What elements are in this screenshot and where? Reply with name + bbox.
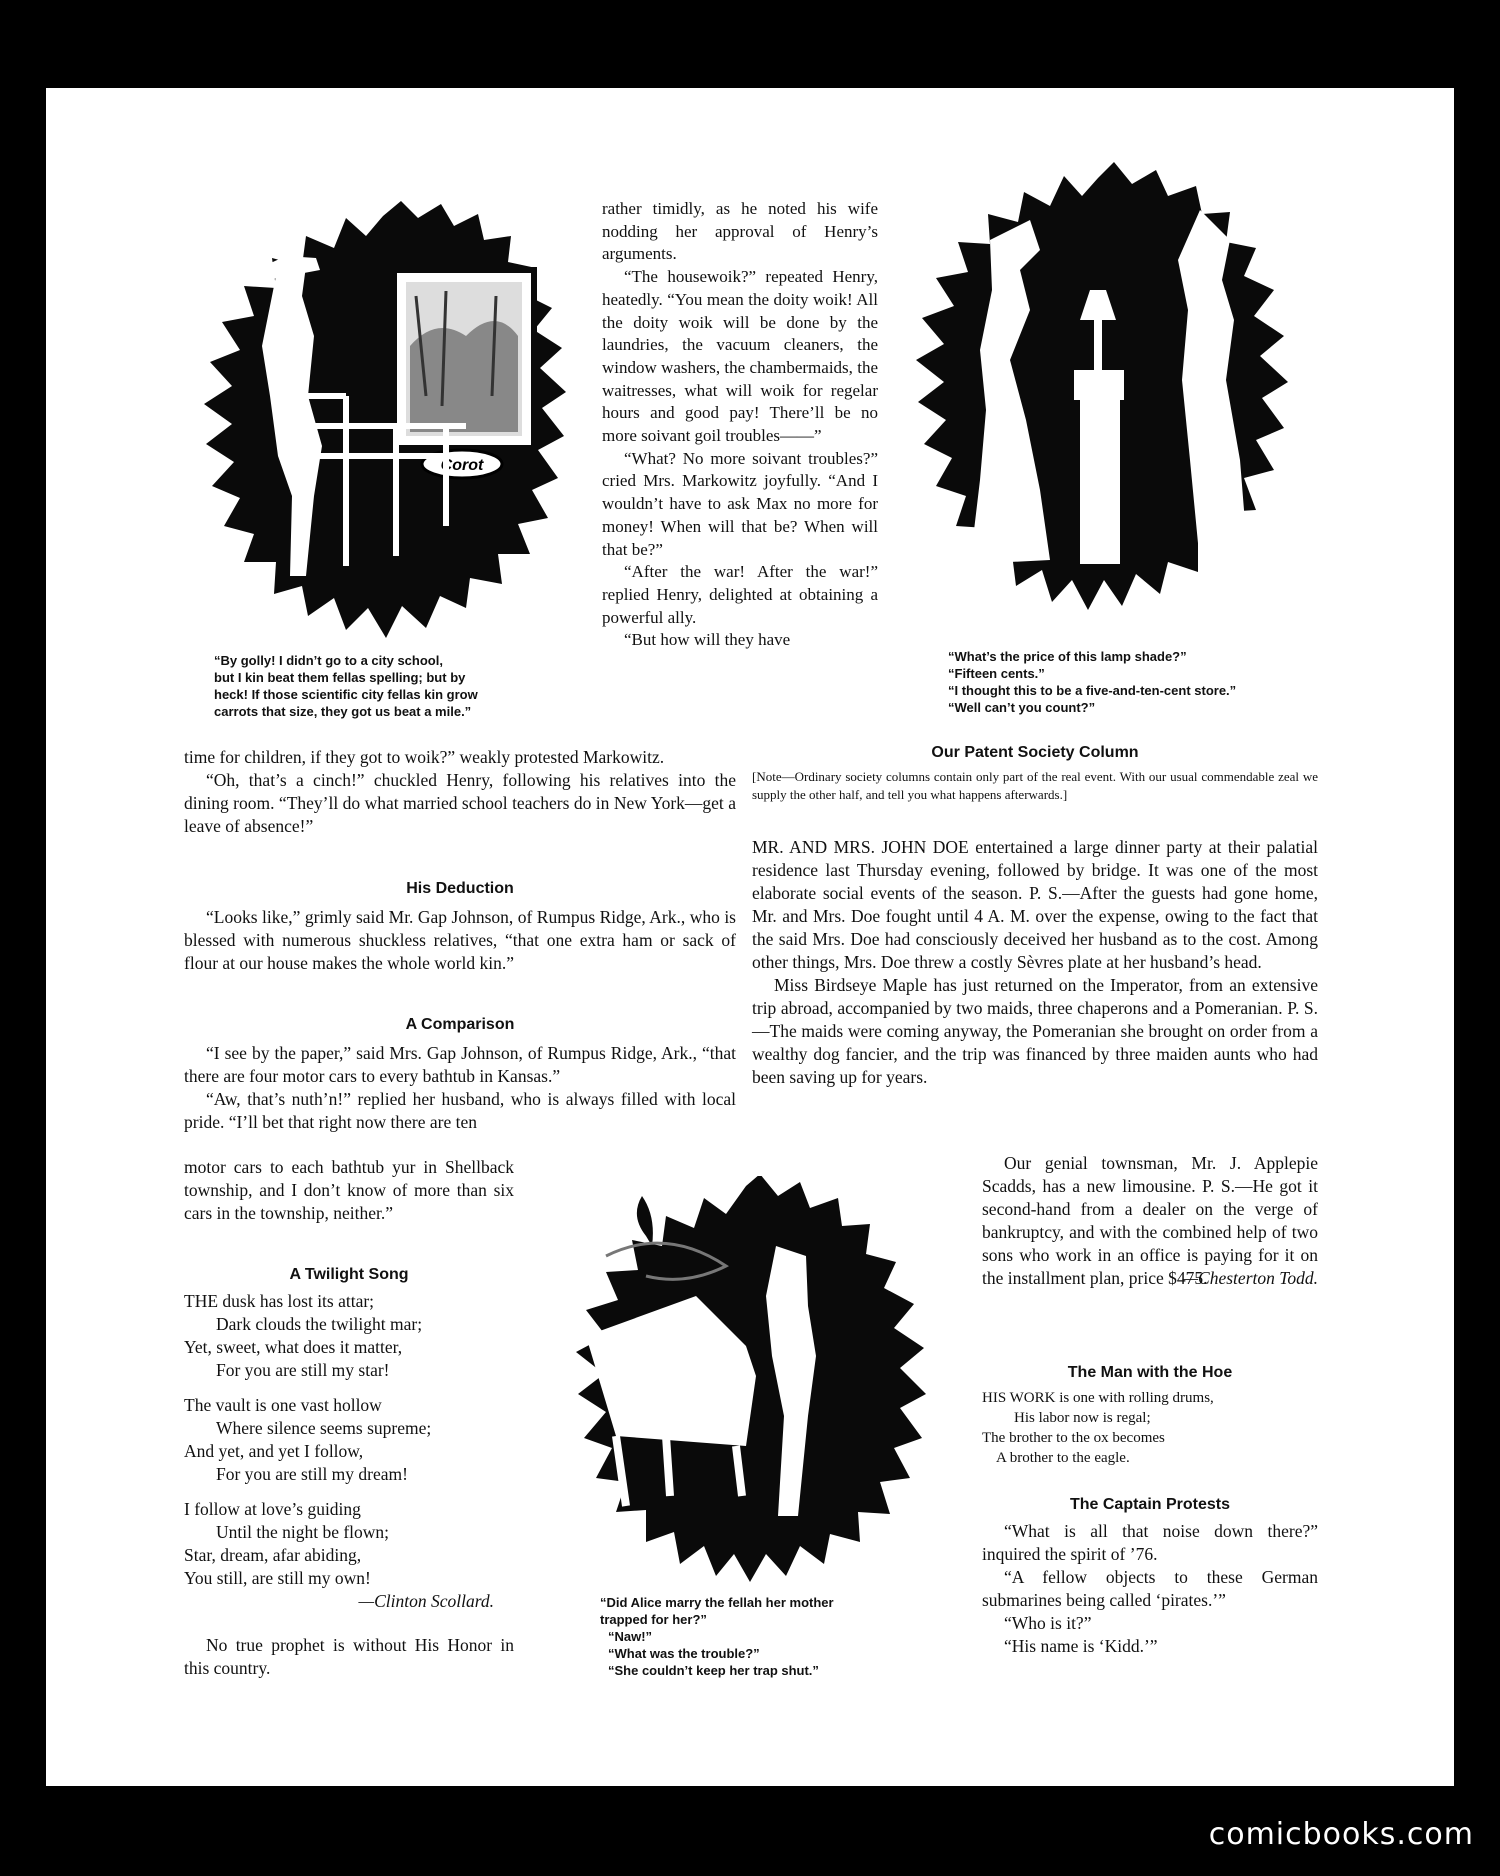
story-ending: [184, 746, 736, 838]
heading-a-comparison: A Comparison: [405, 1016, 515, 1033]
poem-line: Yet, sweet, what does it matter,: [184, 1337, 403, 1357]
caption-line: “By golly! I didn’t go to a city school,: [214, 653, 443, 668]
twilight-poem: [184, 1290, 514, 1613]
story-paragraph: “The housewoik?” repeated Henry, heatedly. “You mean the doity woik! All the doity woik will be done by the laundries, the vacuum cleaners, the window washers, the chambermaids, the waitresses, what will woik for regelar hours and good pay! There’ll be no more soivant goil troubles——”: [602, 267, 878, 446]
caption-line: “I thought this to be a five-and-ten-cent store.”: [948, 683, 1237, 698]
caption-line: “She couldn’t keep her trap shut.”: [608, 1663, 819, 1678]
deduction-text: [184, 906, 736, 975]
frame-label: Corot: [440, 457, 484, 474]
poem-line: Star, dream, afar abiding,: [184, 1545, 362, 1565]
poem-line: Until the night be flown;: [216, 1522, 390, 1542]
poem-line: For you are still my star!: [216, 1360, 390, 1380]
heading-twilight-song: A Twilight Song: [289, 1266, 409, 1283]
story-paragraph: “But how will they have: [624, 630, 791, 650]
caption-line: “Well can’t you count?”: [948, 700, 1096, 715]
poem-line: A brother to the eagle.: [996, 1450, 1130, 1466]
note-paragraph: [Note—Ordinary society columns contain only part of the real event. With our usual commendable zeal we supply the other half, and tell you what happens afterwards.]: [752, 769, 1318, 802]
story-paragraph: “After the war! After the war!” replied Henry, delighted at obtaining a powerful ally.: [602, 562, 878, 627]
hoe-poem: [982, 1388, 1318, 1468]
captain-paragraph: “Who is it?”: [1004, 1613, 1092, 1633]
watermark: comicbooks.com: [1208, 1817, 1474, 1852]
society-paragraph: Our genial townsman, Mr. J. Applepie Scadds, has a new limousine. P. S.—He got it second-hand from a dealer on the verge of bankruptcy, and with the combined help of two sons who work in an office is paying for it on the installment plan, price $475.: [982, 1153, 1318, 1288]
poem-line: The vault is one vast hollow: [184, 1395, 382, 1415]
poem-line: The brother to the ox becomes: [982, 1430, 1165, 1446]
comparison-paragraph: motor cars to each bathtub yur in Shellback township, and I don’t know of more than six cars in the township, neither.”: [184, 1157, 514, 1223]
society-paragraph: MR. AND MRS. JOHN DOE entertained a large dinner party at their palatial residence last Thursday evening, followed by bridge. It was one of the most elaborate social events of the season. P. S.—After the guests had gone home, Mr. and Mrs. Doe fought until 4 A. M. over the expense, owing to the fact that the said Mrs. Doe had consciously deceived her husband as to the cost. Among other things, Mrs. Doe threw a costly Sèvres plate at her husband’s head.: [752, 837, 1318, 972]
poem-line: His labor now is regal;: [1014, 1410, 1151, 1426]
caption-line: but I kin beat them fellas spelling; but by: [214, 670, 466, 685]
poem-line: THE dusk has lost its attar;: [184, 1291, 375, 1311]
illustration-piano-silhouette: [546, 1176, 946, 1590]
caption-painting: [214, 652, 566, 720]
captain-paragraph: “A fellow objects to these German submarines being called ‘pirates.’”: [982, 1567, 1318, 1610]
heading-society-column: Our Patent Society Column: [931, 744, 1139, 761]
story-paragraph: time for children, if they got to woik?” weakly protested Markowitz.: [184, 747, 665, 767]
caption-line: “What’s the price of this lamp shade?”: [948, 649, 1187, 664]
poem-line: Where silence seems supreme;: [216, 1418, 432, 1438]
poem-line: HIS WORK is one with rolling drums,: [982, 1390, 1214, 1406]
story-continuation: [602, 198, 878, 652]
caption-line: “What was the trouble?”: [608, 1646, 760, 1661]
story-paragraph: “Oh, that’s a cinch!” chuckled Henry, following his relatives into the dining room. “They’ll do what married school teachers do in New York—get a leave of absence!”: [184, 770, 736, 836]
caption-line: trapped for her?”: [600, 1612, 707, 1627]
prophet-paragraph: No true prophet is without His Honor in this country.: [184, 1635, 514, 1678]
caption-line: “Fifteen cents.”: [948, 666, 1045, 681]
captain-paragraph: “His name is ‘Kidd.’”: [1004, 1636, 1158, 1656]
comparison-text-wrap: [184, 1156, 514, 1225]
caption-piano: [600, 1594, 940, 1679]
society-author: —Chesterton Todd.: [1182, 1268, 1318, 1288]
caption-line: carrots that size, they got us beat a mile.”: [214, 704, 472, 719]
poem-line: For you are still my dream!: [216, 1464, 408, 1484]
caption-lamp-shade: [948, 648, 1328, 716]
story-paragraph: “What? No more soivant troubles?” cried Mrs. Markowitz joyfully. “And I wouldn’t have to ask Max no more for money! When will that be? When will that be?”: [602, 448, 878, 559]
illustration-lamp-shop-silhouette: [900, 160, 1296, 640]
prophet-text: [184, 1634, 514, 1680]
page-gutter-edge: [1450, 88, 1454, 1786]
society-paragraph: Miss Birdseye Maple has just returned on the Imperator, from an extensive trip abroad, accompanied by two maids, three chaperons and a Pomeranian. P. S.—The maids were coming anyway, the Pomeranian she brought on order from a wealthy dog fancier, and the trip was financed by three maiden aunts who had been saving up for years.: [752, 975, 1318, 1087]
society-column-wrap: [982, 1152, 1318, 1290]
poem-line: You still, are still my own!: [184, 1568, 371, 1588]
heading-captain-protests: The Captain Protests: [1069, 1496, 1231, 1513]
poem-line: I follow at love’s guiding: [184, 1499, 361, 1519]
caption-line: “Naw!”: [608, 1629, 653, 1644]
society-note: [752, 768, 1318, 804]
heading-his-deduction: His Deduction: [406, 880, 514, 897]
poem-author: —Clinton Scollard.: [358, 1591, 494, 1611]
story-paragraph: rather timidly, as he noted his wife nodding her approval of Henry’s arguments.: [602, 199, 878, 264]
society-column-text: [752, 836, 1318, 1089]
comparison-paragraph: “Aw, that’s nuth’n!” replied her husband, who is always filled with local pride. “I’ll bet that right now there are ten: [184, 1089, 736, 1132]
comparison-text: [184, 1042, 736, 1134]
illustration-painting-silhouette: [196, 196, 570, 652]
poem-line: And yet, and yet I follow,: [184, 1441, 364, 1461]
caption-line: “Did Alice marry the fellah her mother: [600, 1595, 834, 1610]
caption-line: heck! If those scientific city fellas kin grow: [214, 687, 478, 702]
poem-line: Dark clouds the twilight mar;: [216, 1314, 423, 1334]
deduction-paragraph: “Looks like,” grimly said Mr. Gap Johnson, of Rumpus Ridge, Ark., who is blessed with numerous shuckless relatives, “that one extra ham or sack of flour at our house makes the whole world kin.”: [184, 907, 736, 973]
heading-man-with-hoe: The Man with the Hoe: [1067, 1364, 1233, 1381]
comparison-paragraph: “I see by the paper,” said Mrs. Gap Johnson, of Rumpus Ridge, Ark., “that there are four motor cars to every bathtub in Kansas.”: [184, 1043, 736, 1086]
captain-text: [982, 1520, 1318, 1658]
captain-paragraph: “What is all that noise down there?” inquired the spirit of ’76.: [982, 1521, 1318, 1564]
